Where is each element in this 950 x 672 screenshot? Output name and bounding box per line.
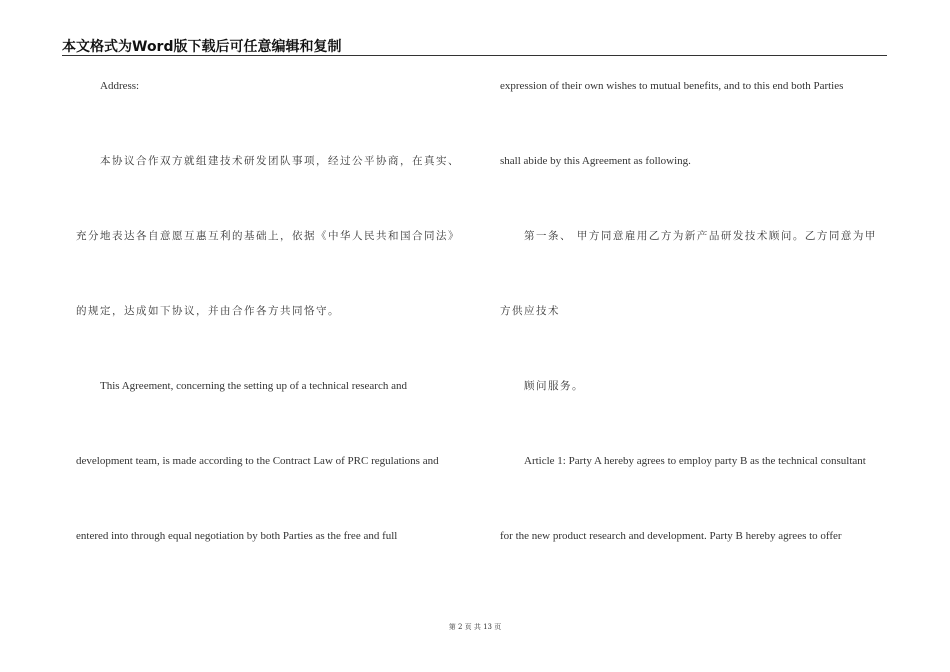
text-line: 充分地表达各自意愿互惠互利的基础上，依据《中华人民共和国合同法》 [76,230,460,242]
text-line: entered into through equal negotiation by both Parties as the free and full [76,530,398,542]
text-line: for the new product research and development. Party B hereby agrees to offer [500,530,842,542]
text-line: expression of their own wishes to mutual benefits, and to this end both Parties [500,80,844,92]
page-number: 第 2 页 共 13 页 [448,623,502,631]
text-line: 本协议合作双方就组建技术研发团队事项，经过公平协商，在真实、 [100,155,460,167]
text-line: 方供应技术 [500,305,560,317]
text-line: development team, is made according to the Contract Law of PRC regulations and [76,455,439,467]
text-line: This Agreement, concerning the setting up of a technical research and [100,380,407,392]
header-divider [62,55,887,56]
text-line: 的规定，达成如下协议，并由合作各方共同恪守。 [76,305,340,317]
text-line: 顾问服务。 [524,380,584,392]
text-line: shall abide by this Agreement as following. [500,155,691,167]
document-header-title: 本文格式为Word版下载后可任意编辑和复制 [62,39,342,55]
text-line: 第一条、 甲方同意雇用乙方为新产品研发技术顾问。乙方同意为甲 [524,230,877,242]
text-line: Article 1: Party A hereby agrees to employ party B as the technical consultant [524,455,866,467]
text-line: Address: [100,80,140,92]
